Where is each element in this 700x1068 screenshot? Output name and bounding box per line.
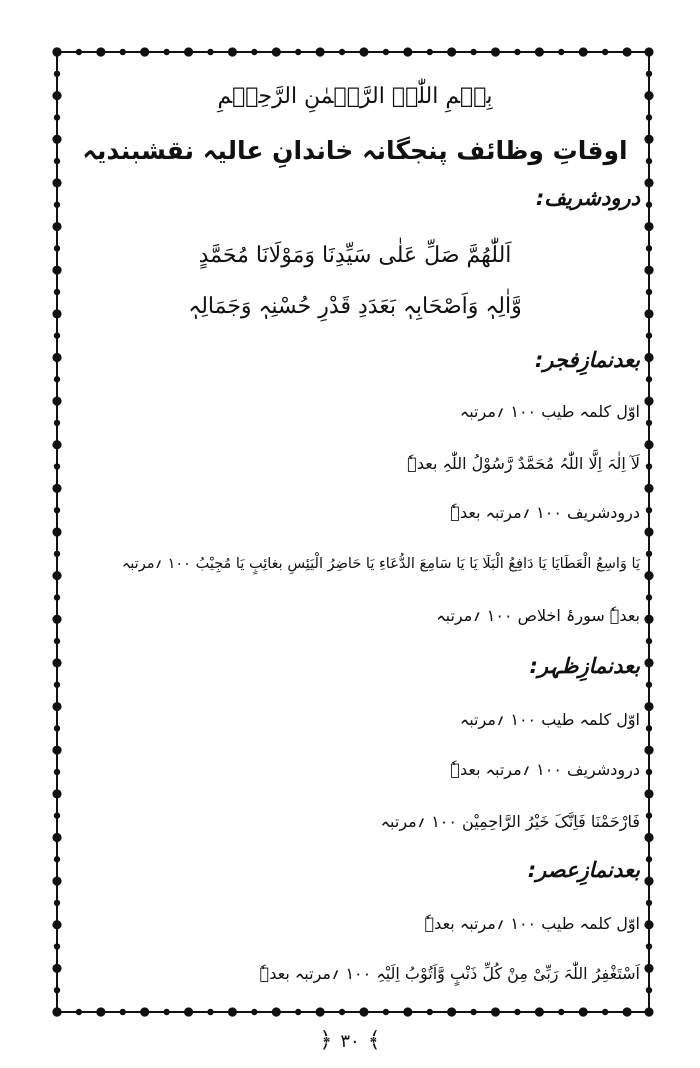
durood-line-2: وَّاٰلِہٖ وَاَصْحَابِہٖ بَعَدَدِ قَدْرِ حُسْنِہٖ وَجَمَالِہٖ [188,294,522,319]
ornament-close: ﴿ [319,1028,333,1053]
ornament-open: ﴾ [367,1028,381,1053]
page-title: اوقاتِ وظائف پنجگانہ خاندانِ عالیہ نقشبندیہ [82,136,628,165]
zuhr-item-1: اوّل کلمہ طیب ۱۰۰ ؍مرتبہ [459,710,640,729]
fajr-item-2: لَآ اِلٰہَ اِلَّا اللّٰہُ مُحَمَّدٌ رَّسُوْلُ اللّٰہِ بعدہٗ [407,454,640,473]
asr-item-1: اوّل کلمہ طیب ۱۰۰ ؍مرتبہ بعدہٗ [424,914,640,933]
durood-line-1: اَللّٰھُمَّ صَلِّ عَلٰی سَیِّدِنَا وَمَوْلَانَا مُحَمَّدٍ [198,243,512,268]
asr-heading: بعدنمازِعصر: [527,858,640,882]
asr-item-2: اَسْتَغْفِرُ اللّٰہَ رَبِّیْ مِنْ کُلِّ ذَنْبٍ وَّاَتُوْبُ اِلَیْہِ ۱۰۰ ؍مرتبہ بعدہٗ [259,964,640,983]
page-number-value: ۳۰ [340,1031,360,1052]
durood-heading: درودشریف: [535,186,640,210]
fajr-item-5: بعدہٗ سورۂ اخلاص ۱۰۰ ؍مرتبہ [436,606,640,625]
basmala: بِسۡمِ اللّٰہِ الرَّحۡمٰنِ الرَّحِیۡمِ [217,84,493,109]
zuhr-item-3: فَارْحَمْنَا فَاِنَّکَ خَیْرُ الرَّاحِمِیْن ۱۰۰ ؍مرتبہ [380,812,640,831]
fajr-item-1: اوّل کلمہ طیب ۱۰۰ ؍مرتبہ [459,402,640,421]
zuhr-item-2: درودشریف ۱۰۰ ؍مرتبہ بعدہٗ [450,760,640,779]
page-number [0,1028,700,1053]
zuhr-heading: بعدنمازِظہر: [529,654,640,678]
page-content [70,78,640,1008]
fajr-heading: بعدنمازِفجر: [534,348,640,372]
fajr-item-4: یَا وَاسِعُ الْعَطَایَا یَا دَافِعُ الْبَلَا یَا یَا سَامِعَ الدُّعَاءِ یَا حَاضِرُ الْیَئِسِ بغائِبٍ یَا مُجِیْبُ ۱۰۰ ؍مرتبہ [121,556,640,572]
fajr-item-3: درودشریف ۱۰۰ ؍مرتبہ بعدہٗ [450,503,640,522]
